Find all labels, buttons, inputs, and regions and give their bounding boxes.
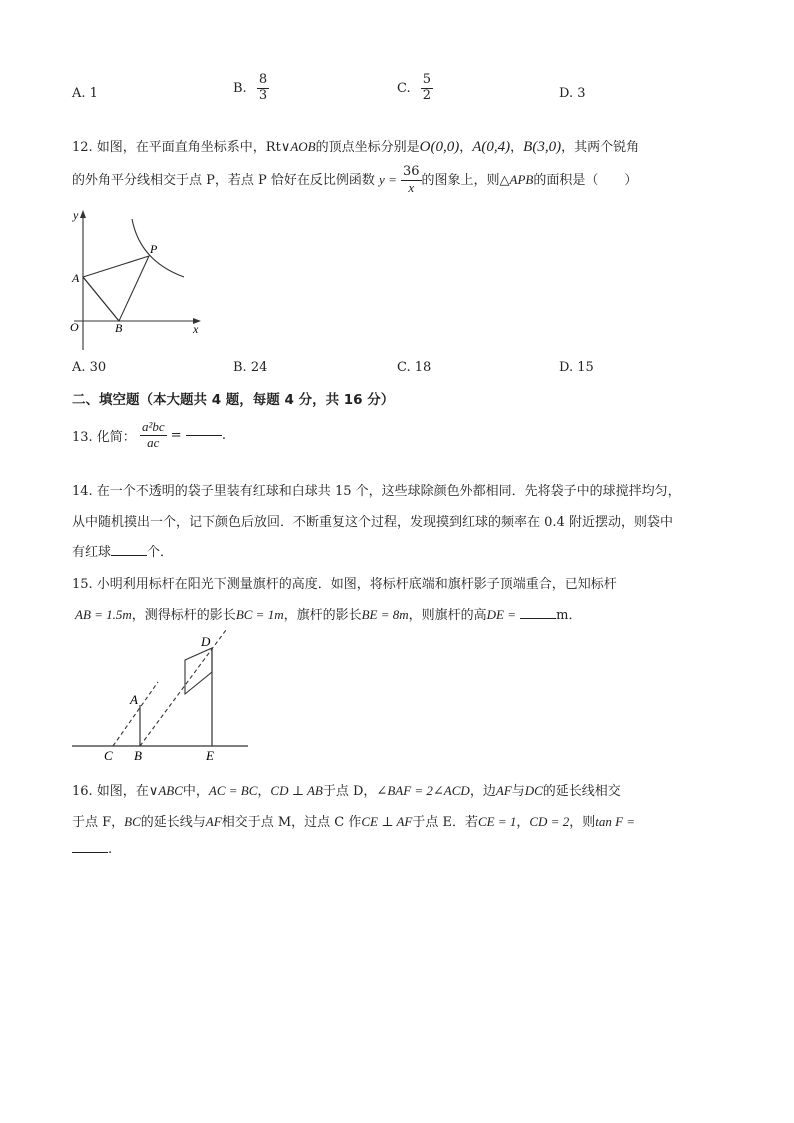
label-c: C bbox=[104, 748, 113, 763]
label-e: E bbox=[206, 748, 214, 763]
q12-text: ，其两个锐角 bbox=[561, 140, 640, 155]
q15-line-1: 15. 小明利用标杆在阳光下测量旗杆的高度．如图，将标杆底端和旗杆影子顶端重合，已知标杆 bbox=[72, 577, 617, 592]
fraction-numerator: 8 bbox=[258, 72, 268, 87]
q15-text: ，测得标杆的影长 bbox=[131, 608, 236, 623]
q14-line-1: 14. 在一个不透明的袋子里装有红球和白球共 15 个，这些球除颜色外都相同．先将袋子中的球搅拌均匀， bbox=[72, 484, 681, 499]
q12-text: 的图象上，则 bbox=[421, 172, 500, 188]
q15-text: ，则旗杆的高 bbox=[408, 608, 487, 623]
q16-ce-value: CE = 1 bbox=[477, 814, 517, 829]
q16-segment-bc: BC bbox=[124, 814, 141, 829]
fraction-denominator: ac bbox=[147, 434, 160, 450]
label-a: A bbox=[72, 271, 80, 285]
q12-coord-a: A(0,4) bbox=[472, 139, 511, 155]
label-o: O bbox=[70, 320, 79, 334]
q16-cd-perp-ab: CD ⊥ AB bbox=[270, 783, 323, 798]
q16-line-3 bbox=[72, 842, 112, 857]
q12-choice-a: A. 30 bbox=[72, 360, 107, 375]
q16-side-af: AF bbox=[495, 783, 512, 798]
q11-choice-b bbox=[233, 73, 269, 104]
q16-triangle-abc: ∨ABC bbox=[148, 783, 183, 798]
q14-line-2: 从中随机摸出一个，记下颜色后放回．不断重复这个过程，发现摸到红球的频率在 0.4 附近摆动，则袋中 bbox=[72, 515, 673, 530]
q12-text: 的顶点坐标分别是 bbox=[315, 140, 420, 155]
q12-text: 的外角平分线相交于点 P，若点 P 恰好在反比例函数 bbox=[72, 172, 375, 188]
q12-text: 12. 如图，在平面直角坐标系中，Rt bbox=[72, 140, 281, 155]
q16-separator: ， bbox=[516, 815, 530, 830]
q12-coord-b: B(3,0) bbox=[523, 139, 562, 155]
q11-choice-c-label: C. bbox=[397, 80, 411, 96]
q16-text: 的延长线相交 bbox=[542, 784, 621, 799]
q14-text: 个． bbox=[147, 545, 174, 560]
q12-coord-o: O(0,0) bbox=[419, 139, 460, 155]
label-b: B bbox=[134, 748, 142, 763]
q16-text: ，边 bbox=[469, 784, 496, 799]
q12-separator: ， bbox=[459, 140, 473, 155]
q11-choice-a bbox=[72, 86, 98, 101]
q13-equals: = bbox=[170, 427, 182, 443]
q12-line-2 bbox=[72, 165, 637, 196]
q14-answer-blank[interactable] bbox=[111, 555, 147, 556]
q11-choice-c-fraction bbox=[421, 73, 433, 104]
q16-text: 于点 E．若 bbox=[412, 815, 478, 830]
q15-line-2 bbox=[75, 604, 582, 623]
label-p: P bbox=[150, 242, 158, 256]
fraction-numerator: 36 bbox=[402, 164, 420, 179]
q15-be-length: BE = 8m bbox=[361, 607, 409, 622]
q16-text: 与 bbox=[511, 784, 525, 799]
label-b: B bbox=[115, 321, 123, 335]
fraction-numerator: a²bc bbox=[141, 419, 165, 434]
segment-ab bbox=[83, 277, 119, 321]
fraction-denominator: 2 bbox=[422, 87, 432, 103]
q12-text: 的面积是（ ） bbox=[533, 172, 638, 188]
q16-line-1 bbox=[72, 780, 621, 799]
q15-text: ，旗杆的影长 bbox=[283, 608, 362, 623]
q12-coordinate-figure bbox=[66, 205, 206, 355]
q13-prefix: 13. 化简： bbox=[72, 429, 136, 445]
q16-cd-value: CD = 2 bbox=[529, 814, 570, 829]
q14-line-3 bbox=[72, 541, 173, 560]
q11-choice-b-fraction bbox=[257, 73, 269, 104]
q16-text: 中， bbox=[182, 784, 209, 799]
q15-ab-length: AB = 1.5m bbox=[75, 607, 132, 622]
q11-choice-a-value: 1 bbox=[89, 86, 98, 101]
fraction-denominator: x bbox=[408, 179, 415, 195]
q16-period: . bbox=[108, 842, 113, 857]
q16-text: 的延长线与 bbox=[140, 815, 206, 830]
fraction-numerator: 5 bbox=[422, 72, 432, 87]
label-d: D bbox=[201, 634, 211, 649]
q16-text: 于点 F， bbox=[72, 815, 125, 830]
q16-text: 相交于点 M，过点 C 作 bbox=[221, 815, 362, 830]
q12-function-y: y = bbox=[379, 171, 397, 187]
q15-answer-blank[interactable] bbox=[520, 618, 556, 619]
label-y: y bbox=[73, 208, 79, 222]
label-a: A bbox=[130, 692, 138, 707]
q13 bbox=[72, 420, 226, 451]
q11-choice-d-value: 3 bbox=[577, 86, 586, 101]
q12-choice-d: D. 15 bbox=[559, 360, 594, 375]
q16-ac-equals-bc: AC = BC bbox=[208, 783, 258, 798]
q15-de-label: DE = bbox=[486, 607, 517, 622]
hyperbola-curve bbox=[132, 219, 184, 277]
q16-tan-f: tan F = bbox=[595, 814, 636, 829]
q12-function-fraction bbox=[401, 165, 422, 196]
q13-period: . bbox=[221, 427, 226, 443]
q16-line-2 bbox=[72, 811, 635, 830]
q11-choice-a-label: A. bbox=[72, 86, 86, 101]
q12-separator: ， bbox=[510, 140, 524, 155]
fraction-denominator: 3 bbox=[258, 87, 268, 103]
q11-choice-d bbox=[559, 86, 586, 101]
q12-choice-c: C. 18 bbox=[397, 360, 432, 375]
label-x: x bbox=[193, 322, 199, 336]
q16-text: 16. 如图，在 bbox=[72, 784, 149, 799]
q16-side-af: AF bbox=[205, 814, 222, 829]
q16-ce-perp-af: CE ⊥ AF bbox=[361, 814, 413, 829]
q15-unit: m． bbox=[556, 608, 582, 623]
q13-answer-blank[interactable] bbox=[186, 435, 222, 436]
q15-bc-length: BC = 1m bbox=[235, 607, 284, 622]
q11-choice-d-label: D. bbox=[559, 86, 574, 101]
q16-text: ，则 bbox=[569, 815, 596, 830]
q15-shadow-figure bbox=[68, 630, 253, 765]
sun-ray-bd bbox=[140, 630, 226, 746]
q11-choice-b-label: B. bbox=[233, 80, 247, 96]
q11-choice-c bbox=[397, 73, 433, 104]
q16-separator: ， bbox=[257, 784, 271, 799]
q12-line-1 bbox=[72, 136, 639, 156]
q16-angle-relation: ∠BAF = 2∠ACD bbox=[376, 783, 470, 798]
q13-fraction bbox=[140, 420, 167, 451]
q16-segment-dc: DC bbox=[524, 783, 543, 798]
q14-text: 有红球 bbox=[72, 545, 112, 560]
q12-triangle-aob: ∨AOB bbox=[280, 139, 316, 154]
section-2-heading: 二、填空题（本大题共 4 题，每题 4 分，共 16 分） bbox=[72, 392, 395, 408]
q12-choice-b: B. 24 bbox=[233, 360, 268, 375]
y-axis-arrow-icon bbox=[80, 210, 86, 218]
q16-answer-blank[interactable] bbox=[72, 852, 108, 853]
q12-triangle-apb: △APB bbox=[499, 171, 534, 187]
q16-text: 于点 D， bbox=[322, 784, 377, 799]
